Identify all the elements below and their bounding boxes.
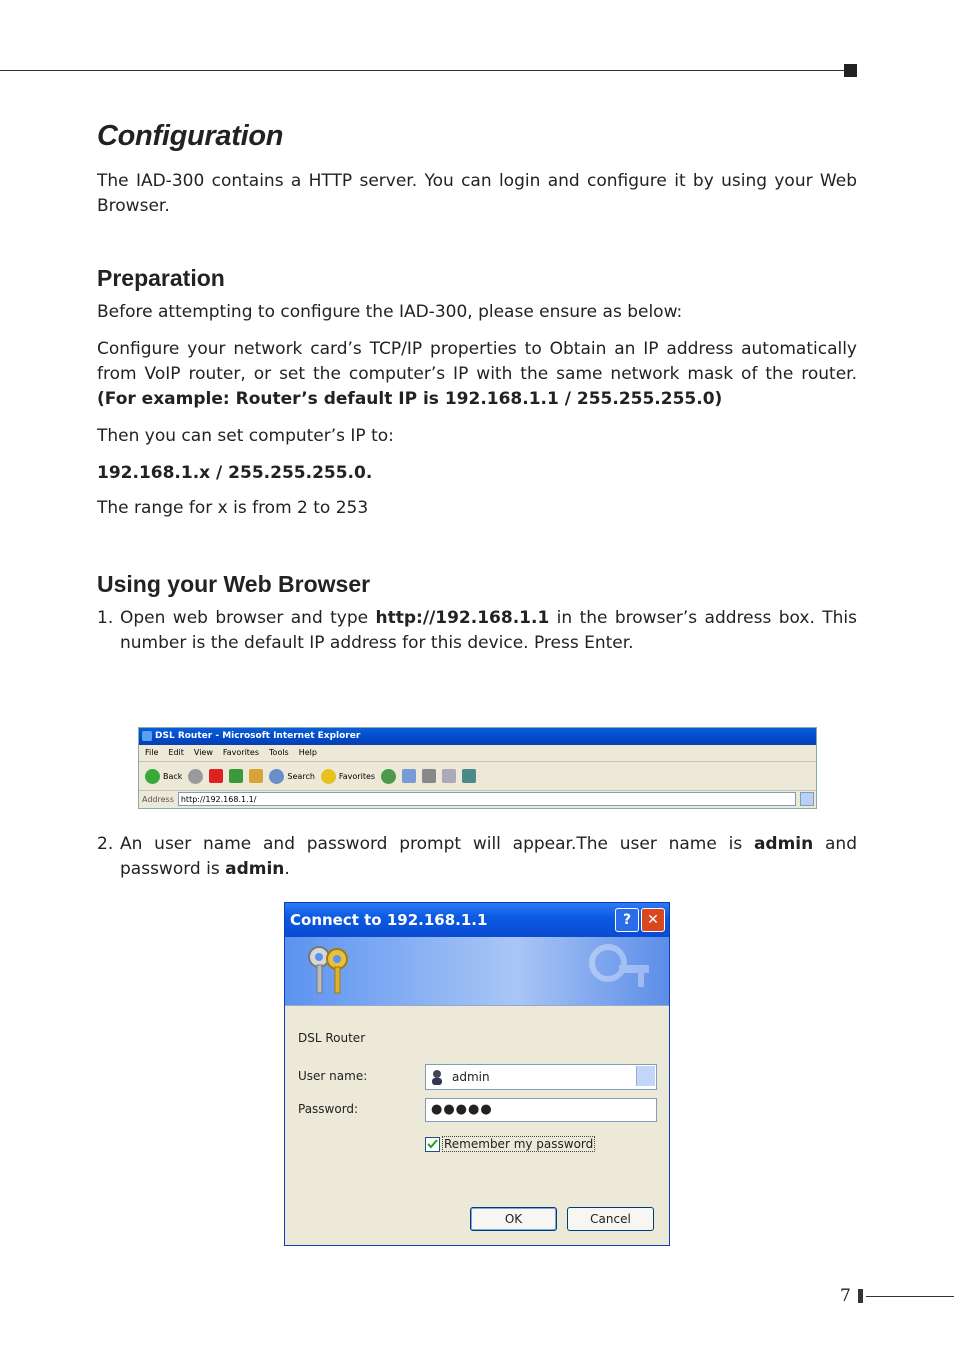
checkmark-icon <box>426 1138 439 1151</box>
password-label: Password: <box>298 1102 359 1116</box>
history-icon[interactable] <box>381 769 396 784</box>
search-button[interactable]: Search <box>269 769 314 784</box>
ip-range-bold: 192.168.1.x / 255.255.255.0. <box>97 463 373 483</box>
header-rule <box>0 70 846 71</box>
step2-password: admin <box>225 859 285 879</box>
address-input[interactable] <box>178 792 796 806</box>
dialog-titlebar <box>285 903 669 937</box>
prep-p2-bold: (For example: Router’s default IP is 192.168.1.1 / 255.255.255.0) <box>97 389 723 409</box>
header-square <box>844 64 857 77</box>
mail-icon[interactable] <box>402 769 416 783</box>
page-title: Configuration <box>97 120 284 152</box>
user-icon <box>430 1069 444 1085</box>
username-combobox[interactable] <box>425 1064 657 1090</box>
dialog-title: Connect to 192.168.1.1 <box>290 911 488 929</box>
page-content <box>97 120 857 656</box>
page-number: 7 <box>840 1286 851 1306</box>
ie-icon <box>142 731 152 741</box>
help-icon[interactable]: ? <box>615 908 639 932</box>
print-icon[interactable] <box>422 769 436 783</box>
menu-edit[interactable]: Edit <box>168 748 184 757</box>
prep-p2-text: Configure your network card’s TCP/IP properties to Obtain an IP address automatically from VoIP router, or set the computer’s IP with the same network mask of the router. <box>97 339 857 384</box>
remember-label[interactable]: Remember my password <box>444 1137 594 1151</box>
messenger-icon[interactable] <box>462 769 476 783</box>
prep-paragraph-5: The range for x is from 2 to 253 <box>97 498 369 518</box>
ie-titlebar <box>139 728 816 745</box>
step2-text-a: An user name and password prompt will appear.The user name is <box>120 834 754 854</box>
back-arrow-icon <box>145 769 160 784</box>
prep-paragraph-2 <box>97 337 857 412</box>
forward-arrow-icon[interactable] <box>188 769 203 784</box>
footer-bar <box>858 1289 863 1303</box>
login-dialog-screenshot <box>284 902 670 1246</box>
home-icon[interactable] <box>249 769 263 783</box>
address-value: http://192.168.1.1/ <box>180 794 257 804</box>
back-button[interactable]: Back <box>145 769 182 784</box>
browser-heading: Using your Web Browser <box>97 571 371 597</box>
menu-tools[interactable]: Tools <box>269 748 289 757</box>
prep-paragraph-3: Then you can set computer’s IP to: <box>97 426 394 446</box>
remember-checkbox[interactable] <box>425 1137 440 1152</box>
chevron-down-icon[interactable] <box>636 1066 655 1086</box>
step-2-container <box>97 832 857 882</box>
footer-rule <box>866 1296 954 1297</box>
menu-help[interactable]: Help <box>298 748 317 757</box>
refresh-icon[interactable] <box>229 769 243 783</box>
realm-label: DSL Router <box>298 1031 366 1045</box>
step1-url: http://192.168.1.1 <box>375 608 550 628</box>
step-2: 2. An user name and password prompt will appear.The user name is admin and password is admin. <box>97 834 858 879</box>
dialog-body <box>285 1006 669 1241</box>
prep-paragraph-4 <box>97 461 857 486</box>
keys-watermark-icon <box>583 943 653 999</box>
menu-file[interactable]: File <box>145 748 159 757</box>
keys-icon <box>305 943 353 997</box>
username-label: User name: <box>298 1069 368 1083</box>
step1-text-a: Open web browser and type <box>120 608 376 628</box>
menu-view[interactable]: View <box>193 748 213 757</box>
password-value: ●●●●● <box>431 1102 493 1117</box>
ie-address-bar <box>139 791 816 807</box>
intro-paragraph: The IAD-300 contains a HTTP server. You can login and configure it by using your Web Browser. <box>97 171 857 216</box>
ie-toolbar <box>139 762 816 791</box>
step2-username: admin <box>753 834 814 854</box>
dialog-banner <box>285 937 669 1006</box>
address-dropdown-icon[interactable] <box>800 792 814 806</box>
steps-list-2 <box>97 832 857 882</box>
steps-list <box>97 606 857 656</box>
favorites-button[interactable]: Favorites <box>321 769 375 784</box>
prep-paragraph-1: Before attempting to configure the IAD-300, please ensure as below: <box>97 302 683 322</box>
ok-button[interactable]: OK <box>470 1207 557 1231</box>
step-1 <box>97 606 857 656</box>
password-field[interactable] <box>425 1098 657 1122</box>
address-label: Address <box>142 794 174 804</box>
step-number: 2. <box>97 834 114 854</box>
menu-favorites[interactable]: Favorites <box>222 748 260 757</box>
preparation-heading: Preparation <box>97 265 225 291</box>
step2-text-b: and password is <box>120 834 858 879</box>
username-value: admin <box>452 1070 490 1084</box>
ie-menubar <box>139 745 816 762</box>
ie-title: DSL Router - Microsoft Internet Explorer <box>155 731 361 741</box>
close-icon[interactable]: ✕ <box>641 908 665 932</box>
stop-icon[interactable] <box>209 769 223 783</box>
star-icon <box>321 769 336 784</box>
step-number: 1. <box>97 608 114 628</box>
edit-icon[interactable] <box>442 769 456 783</box>
cancel-button[interactable]: Cancel <box>567 1207 654 1231</box>
step1-text-b: in the browser’s address box. This number is the default IP address for this device. Press Enter. <box>120 608 857 653</box>
ie-browser-screenshot <box>138 727 817 809</box>
search-icon <box>269 769 284 784</box>
